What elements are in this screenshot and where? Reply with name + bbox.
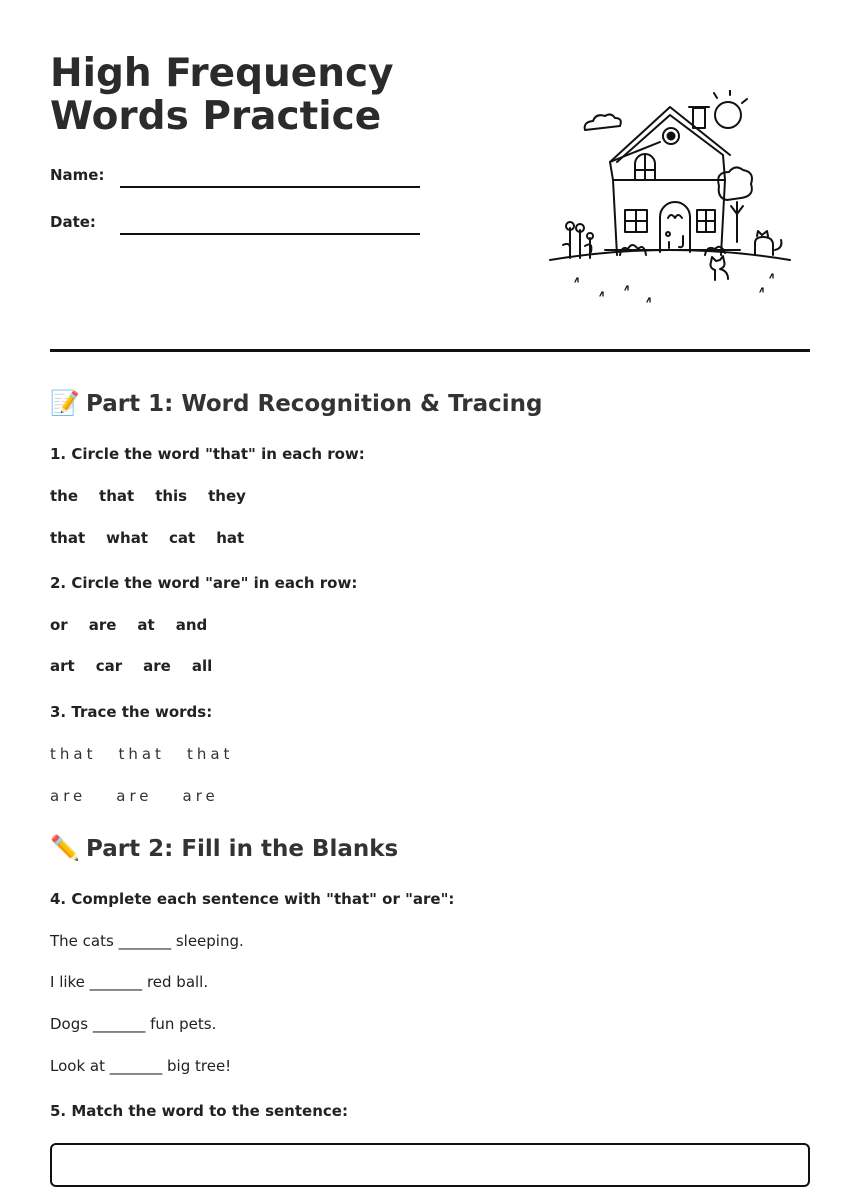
word-option[interactable]: and: [175, 616, 208, 634]
word-option[interactable]: are: [88, 616, 117, 634]
trace-word: are: [50, 787, 87, 805]
pencil-icon: ✏️: [50, 834, 80, 862]
date-line: [120, 233, 420, 235]
word-option[interactable]: the: [50, 487, 79, 505]
part1-heading-text: Part 1: Word Recognition & Tracing: [86, 391, 543, 417]
word-option[interactable]: that: [99, 487, 135, 505]
trace-word: are: [182, 787, 219, 805]
question-4: 4. Complete each sentence with "that" or "are":: [50, 890, 455, 908]
trace-word: that: [50, 745, 97, 763]
question-3: 3. Trace the words:: [50, 703, 213, 721]
trace-word: that: [118, 745, 165, 763]
sentence: I like _______ red ball.: [50, 973, 209, 991]
word-row: [50, 487, 267, 505]
trace-word: are: [116, 787, 153, 805]
page-title: High Frequency Words Practice: [50, 51, 394, 139]
sentence: Look at _______ big tree!: [50, 1057, 232, 1075]
memo-icon: 📝: [50, 389, 80, 417]
word-option[interactable]: all: [191, 657, 213, 675]
name-label: Name:: [50, 166, 105, 184]
word-option[interactable]: cat: [169, 529, 196, 547]
house-drawing-icon: [545, 90, 795, 310]
sentence: The cats _______ sleeping.: [50, 932, 244, 950]
sentence: Dogs _______ fun pets.: [50, 1015, 217, 1033]
trace-row: [50, 745, 255, 763]
word-option[interactable]: art: [50, 657, 75, 675]
question-5: 5. Match the word to the sentence:: [50, 1102, 348, 1120]
date-label: Date:: [50, 213, 96, 231]
word-option[interactable]: or: [50, 616, 68, 634]
word-option[interactable]: what: [106, 529, 148, 547]
part2-heading-text: Part 2: Fill in the Blanks: [86, 836, 399, 862]
word-row: [50, 657, 233, 675]
worksheet-page: [50, 0, 810, 1161]
header-divider: [50, 349, 810, 352]
date-field: [50, 213, 420, 243]
word-option[interactable]: they: [208, 487, 246, 505]
word-option[interactable]: this: [155, 487, 188, 505]
name-field: [50, 166, 420, 196]
name-line: [120, 186, 420, 188]
trace-word: that: [186, 745, 234, 763]
question-1: 1. Circle the word "that" in each row:: [50, 445, 365, 463]
trace-row: [50, 787, 241, 805]
word-option[interactable]: car: [95, 657, 123, 675]
match-box: [50, 1143, 810, 1187]
word-option[interactable]: at: [137, 616, 155, 634]
question-2: 2. Circle the word "are" in each row:: [50, 574, 358, 592]
word-option[interactable]: that: [50, 529, 86, 547]
word-option[interactable]: are: [143, 657, 171, 675]
word-option[interactable]: hat: [216, 529, 245, 547]
part2-heading: [50, 834, 398, 862]
part1-heading: [50, 389, 542, 417]
word-row: [50, 616, 228, 634]
word-row: [50, 529, 265, 547]
